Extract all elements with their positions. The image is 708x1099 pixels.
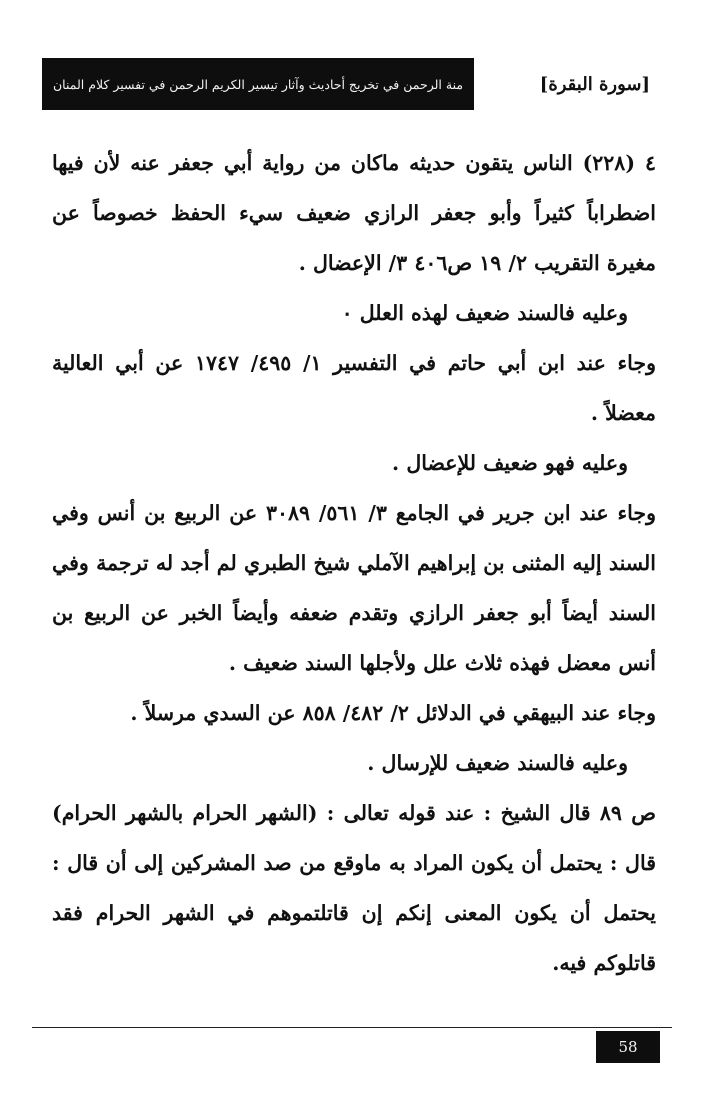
book-title-banner	[42, 58, 474, 110]
paragraph-ibn-jarir: وجاء عند ابن جرير في الجامع ٣/ ٥٦١/ ٣٠٨٩ عن الربيع بن أنس وفي السند إليه المثنى بن إبراهيم الآملي شيخ الطبري لم أجد له ترجمة وفي السند أيضاً أبو جعفر الرازي وتقدم ضعفه وأيضاً الخبر عن الربيع بن أنس معضل فهذه ثلاث علل ولأجلها السند ضعيف .	[52, 501, 656, 675]
page-body	[52, 138, 656, 988]
paragraph-page-89-quote: ص ٨٩ قال الشيخ : عند قوله تعالى : (الشهر الحرام بالشهر الحرام) قال : يحتمل أن يكون المراد به ماوقع من صد المشركين إلى أن قال : يحتمل أن يكون المعنى إنكم إن قاتلتموهم في الشهر الحرام فقد قاتلوكم فيه.	[52, 801, 657, 975]
page-number: 58	[618, 1038, 638, 1056]
paragraph-hadith-228-notes: ٤ (٢٢٨) الناس يتقون حديثه ماكان من رواية أبي جعفر عنه لأن فيها اضطراباً كثيراً وأبو جعفر الرازي ضعيف سيء الحفظ خصوصاً عن مغيرة التقريب ٢/ ١٩ ص٤٠٦ ٣/ الإعضال .	[52, 151, 656, 275]
footer-divider	[32, 1027, 672, 1028]
running-header	[42, 58, 654, 110]
book-title: منة الرحمن في تخريج أحاديث وآثار تيسير الكريم الرحمن في تفسير كلام المنان	[52, 76, 464, 92]
paragraph-verdict-weak-defects: وعليه فالسند ضعيف لهذه العلل ٠	[341, 301, 628, 325]
paragraph-verdict-idal: وعليه فهو ضعيف للإعضال .	[392, 451, 628, 475]
paragraph-verdict-irsal: وعليه فالسند ضعيف للإرسال .	[367, 751, 628, 775]
paragraph-bayhaqi: وجاء عند البيهقي في الدلائل ٢/ ٤٨٢/ ٨٥٨ عن السدي مرسلاً .	[130, 701, 656, 725]
surah-label: [سورة البقرة]	[539, 73, 650, 95]
paragraph-ibn-abi-hatim: وجاء عند ابن أبي حاتم في التفسير ١/ ٤٩٥/ ١٧٤٧ عن أبي العالية معضلاً .	[52, 351, 656, 425]
page-number-badge	[596, 1031, 660, 1063]
